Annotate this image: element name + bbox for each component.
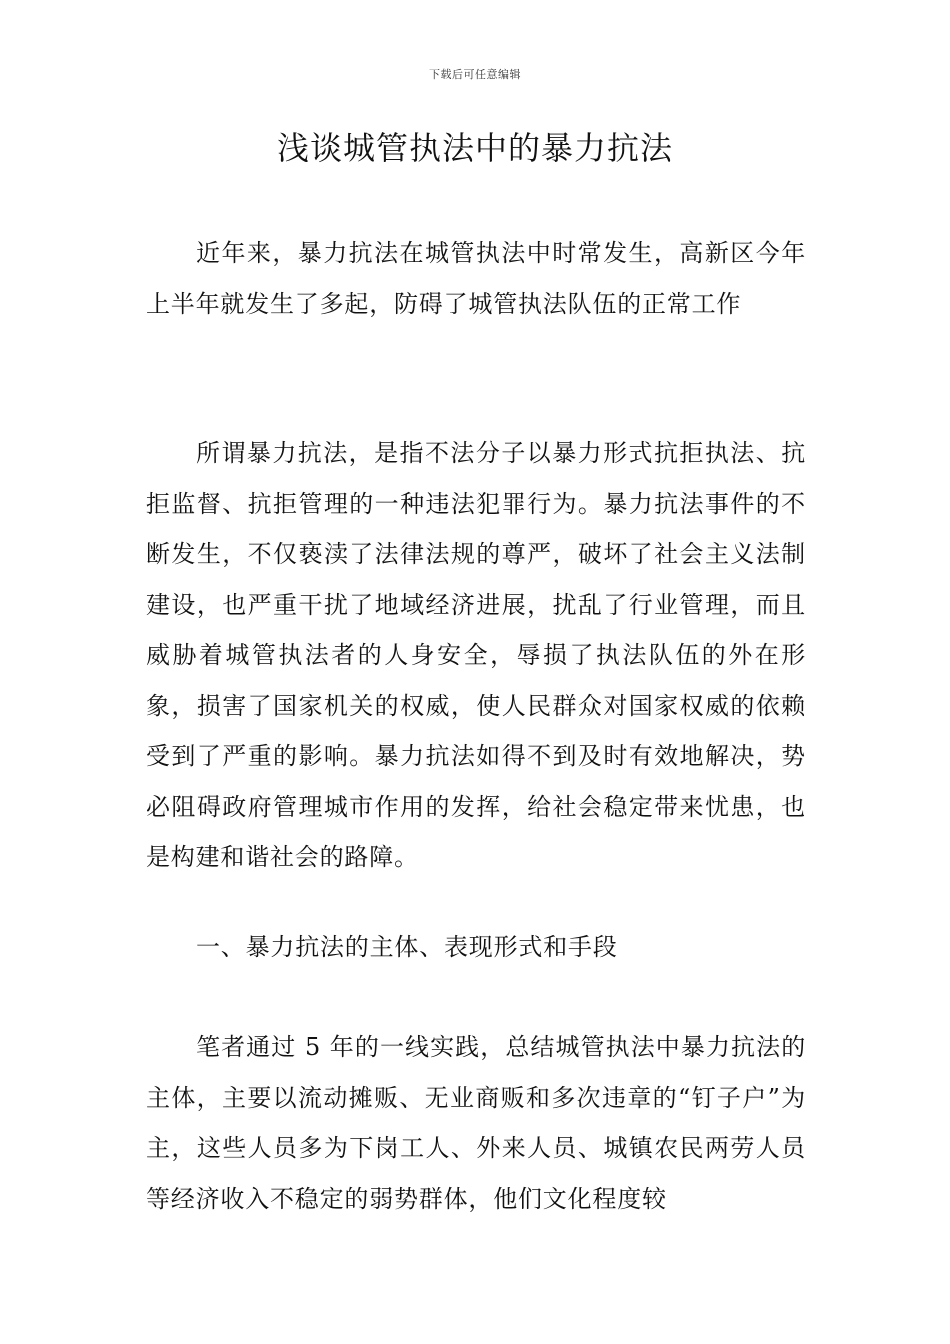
section-heading-block (146, 922, 806, 973)
intro-paragraph-block (146, 228, 806, 329)
section-heading: 一、暴力抗法的主体、表现形式和手段 (196, 933, 618, 961)
document-title: 浅谈城管执法中的暴力抗法 (276, 129, 673, 167)
intro-paragraph: 近年来，暴力抗法在城管执法中时常发生，高新区今年上半年就发生了多起，防碍了城管执法队伍的正常工作 (146, 239, 806, 318)
subjects-paragraph: 笔者通过 5 年的一线实践，总结城管执法中暴力抗法的主体，主要以流动摊贩、无业商贩和多次违章的“钉子户”为主，这些人员多为下岗工人、外来人员、城镇农民两劳人员等经济收入不稳定的弱势群体，他们文化程度较 (146, 1033, 806, 1213)
definition-paragraph-block (146, 428, 806, 883)
subjects-paragraph-block (146, 1022, 806, 1224)
header-note: 下载后可任意编辑 (429, 68, 521, 81)
definition-paragraph: 所谓暴力抗法，是指不法分子以暴力形式抗拒执法、抗拒监督、抗拒管理的一种违法犯罪行为。暴力抗法事件的不断发生，不仅亵渎了法律法规的尊严，破坏了社会主义法制建设，也严重干扰了地域经济进展，扰乱了行业管理，而且威胁着城管执法者的人身安全，辱损了执法队伍的外在形象，损害了国家机关的权威，使人民群众对国家权威的依赖受到了严重的影响。暴力抗法如得不到及时有效地解决，势必阻碍政府管理城市作用的发挥，给社会稳定带来忧患，也是构建和谐社会的路障。 (146, 439, 806, 871)
